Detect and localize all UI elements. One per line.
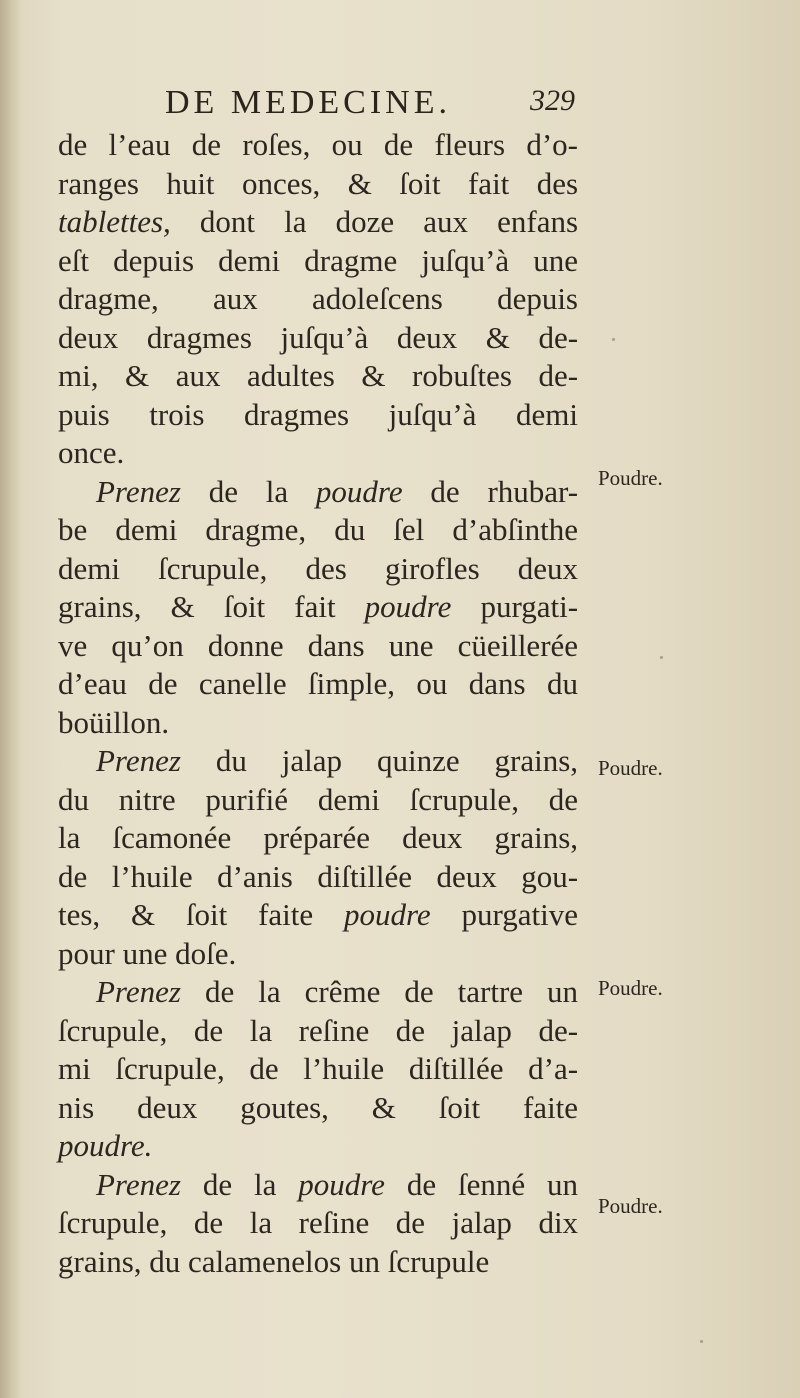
italic-word: poudre — [298, 1166, 385, 1202]
margin-note: Poudre. — [598, 466, 663, 490]
text-line: d’eau de canelle ſimple, ou dans du — [58, 666, 579, 701]
italic-word: poudre — [343, 897, 431, 932]
text-line: ſcrupule, de la reſine de jalap de- — [58, 1012, 579, 1048]
text-line: ſcrupule, de la reſine de jalap dix — [58, 1205, 579, 1240]
text-line: demi ſcrupule, des girofles deux — [58, 550, 578, 586]
text-line: de l’huile d’anis diſtillée deux gou- — [58, 858, 579, 894]
text-line: Prenez de la poudre de ſenné un — [96, 1166, 579, 1202]
margin-note: Poudre. — [598, 756, 663, 780]
text-line: boüillon. — [58, 704, 170, 740]
text-line: Prenez de la poudre de rhubar- — [96, 473, 579, 509]
text-line: mi ſcrupule, de l’huile diſtillée d’a- — [58, 1051, 579, 1086]
text-line: tes, & ſoit faite poudre purgative — [58, 897, 578, 932]
text-line: deux dragmes juſqu’à deux & de- — [58, 319, 579, 355]
italic-word: poudre. — [58, 1128, 153, 1163]
page-number: 329 — [530, 84, 575, 117]
text-line: grains, & ſoit fait poudre purgati- — [58, 589, 579, 624]
margin-note: Poudre. — [598, 1194, 663, 1218]
text-line: mi, & aux adultes & robuſtes de- — [58, 358, 579, 393]
italic-word: tablettes, — [58, 204, 171, 239]
text-line: du nitre purifié demi ſcrupule, de — [58, 781, 579, 817]
text-line: eſt depuis demi dragme juſqu’à une — [58, 242, 579, 278]
italic-word: Prenez — [96, 974, 181, 1009]
text-line: once. — [58, 435, 125, 470]
italic-word: poudre — [315, 473, 403, 509]
text-line: pour une doſe. — [58, 935, 237, 971]
paper-speck — [612, 338, 615, 341]
text-line: nis deux goutes, & ſoit faite — [58, 1089, 579, 1125]
italic-word: poudre — [364, 589, 452, 624]
text-line: be demi dragme, du ſel d’abſinthe — [58, 512, 579, 547]
text-line: de l’eau de roſes, ou de fleurs d’o- — [58, 127, 578, 162]
gutter-shadow — [0, 0, 22, 1398]
body-text — [58, 126, 578, 1281]
text-line: puis trois dragmes juſqu’à demi — [58, 396, 579, 432]
text-line: tablettes, dont la doze aux enfans — [58, 204, 579, 239]
text-line: ve qu’on donne dans une cüeillerée — [58, 627, 579, 663]
running-title: DE MEDECINE. — [165, 84, 451, 121]
italic-word: Prenez — [96, 473, 181, 509]
italic-word: Prenez — [96, 1166, 181, 1202]
page-header — [165, 84, 575, 130]
text-line: la ſcamonée préparée deux grains, — [58, 820, 579, 855]
text-line: grains, du calamenelos un ſcrupule — [58, 1243, 490, 1279]
paper-speck — [660, 656, 663, 659]
margin-note: Poudre. — [598, 976, 663, 1000]
text-line: dragme, aux adoleſcens depuis — [58, 281, 578, 316]
text-line: Prenez du jalap quinze grains, — [96, 743, 579, 778]
text-line: ranges huit onces, & ſoit fait des — [58, 165, 579, 201]
text-line: Prenez de la crême de tartre un — [96, 974, 579, 1009]
text-line — [58, 1127, 578, 1166]
paper-speck — [700, 1340, 703, 1343]
italic-word: Prenez — [96, 743, 181, 778]
